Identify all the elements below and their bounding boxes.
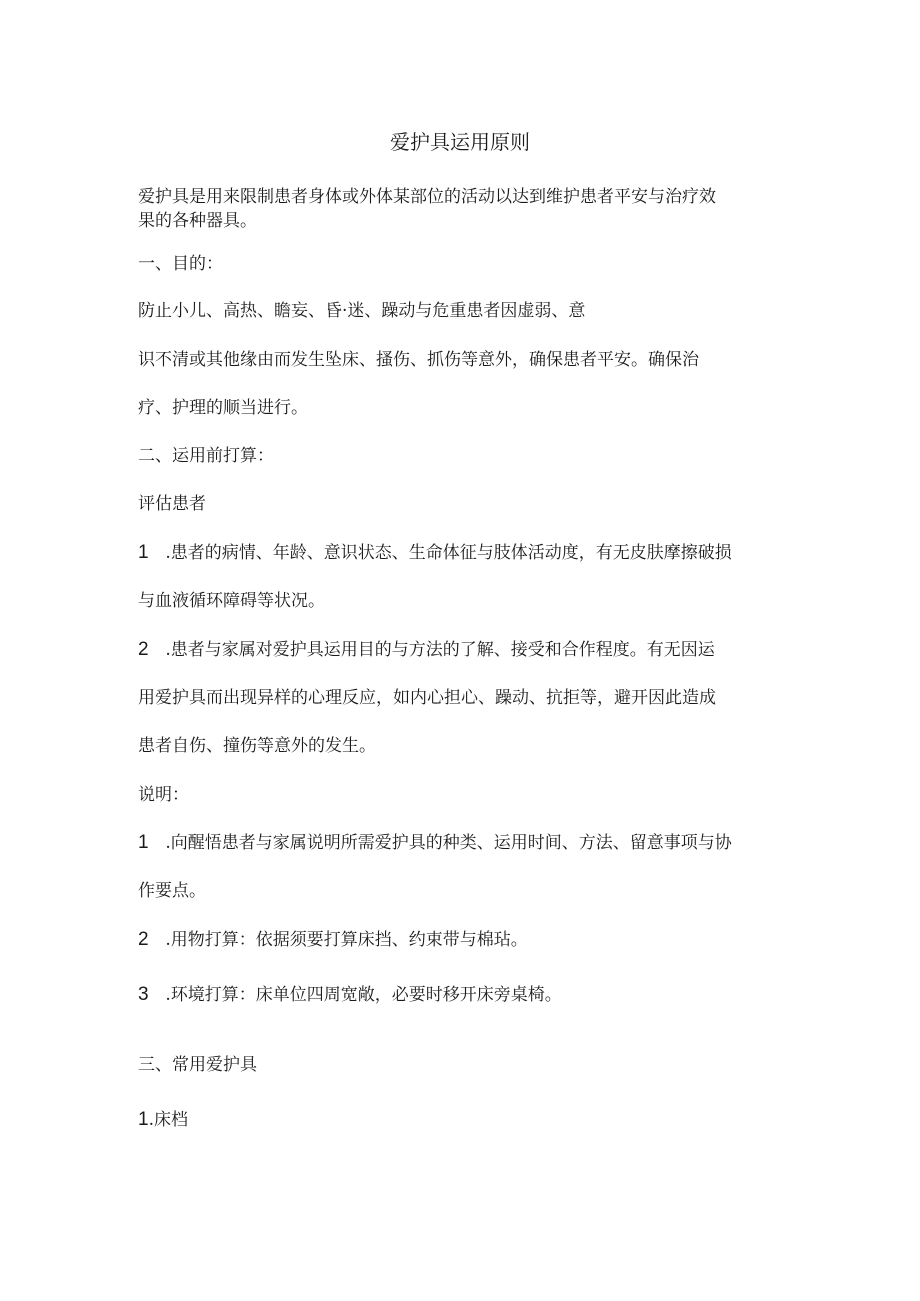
assess-item-1 — [138, 540, 732, 566]
section-3-heading: 三、常用爱护具 — [138, 1055, 257, 1075]
item-text: .床档 — [148, 1110, 188, 1130]
item-text: .环境打算：床单位四周宽敞，必要时移开床旁桌椅。 — [160, 985, 562, 1005]
item-number: 2 — [138, 929, 149, 950]
item-text: .用物打算：依据须要打算床挡、约束带与棉玷。 — [160, 930, 528, 950]
intro-line-1: 爱护具是用来限制患者身体或外体某部位的活动以达到维护患者平安与治疗效 — [138, 187, 716, 207]
explain-item-2 — [138, 927, 528, 953]
assess-item-1-cont: 与血液循环障碍等状况。 — [138, 591, 325, 611]
item-text: .患者的病情、年龄、意识状态、生命体征与肢体活动度，有无皮肤摩擦破损 — [160, 543, 732, 563]
item-text: .向醒悟患者与家属说明所需爱护具的种类、运用时间、方法、留意事项与协 — [160, 833, 732, 853]
item-number: 1 — [138, 542, 149, 563]
purpose-line-1: 防止小儿、高热、瞻妄、昏·迷、躁动与危重患者因虚弱、意 — [138, 301, 586, 321]
assess-heading: 评估患者 — [138, 494, 206, 514]
assess-item-2-cont-1: 用爱护具而出现异样的心理反应，如内心担心、躁动、抗拒等，避开因此造成 — [138, 688, 716, 708]
section-3-item-1 — [138, 1107, 188, 1133]
item-number: 3 — [138, 984, 149, 1005]
explain-item-1-cont: 作要点。 — [138, 881, 206, 901]
item-number: 1 — [138, 832, 149, 853]
item-number: 2 — [138, 639, 149, 660]
purpose-line-3: 疗、护理的顺当进行。 — [138, 398, 308, 418]
section-1-heading: 一、目的： — [138, 254, 223, 274]
intro-line-2: 果的各种器具。 — [138, 211, 257, 231]
explain-item-3 — [138, 982, 562, 1008]
item-text: .患者与家属对爱护具运用目的与方法的了解、接受和合作程度。有无因运 — [160, 640, 715, 660]
purpose-line-2: 识不清或其他缘由而发生坠床、搔伤、抓伤等意外，确保患者平安。确保治 — [138, 350, 699, 370]
document-title: 爱护具运用原则 — [390, 130, 530, 154]
explain-heading: 说明： — [138, 785, 189, 805]
assess-item-2 — [138, 637, 715, 663]
section-2-heading: 二、运用前打算： — [138, 446, 274, 466]
assess-item-2-cont-2: 患者自伤、撞伤等意外的发生。 — [138, 736, 376, 756]
item-number: 1 — [138, 1109, 149, 1130]
explain-item-1 — [138, 830, 732, 856]
